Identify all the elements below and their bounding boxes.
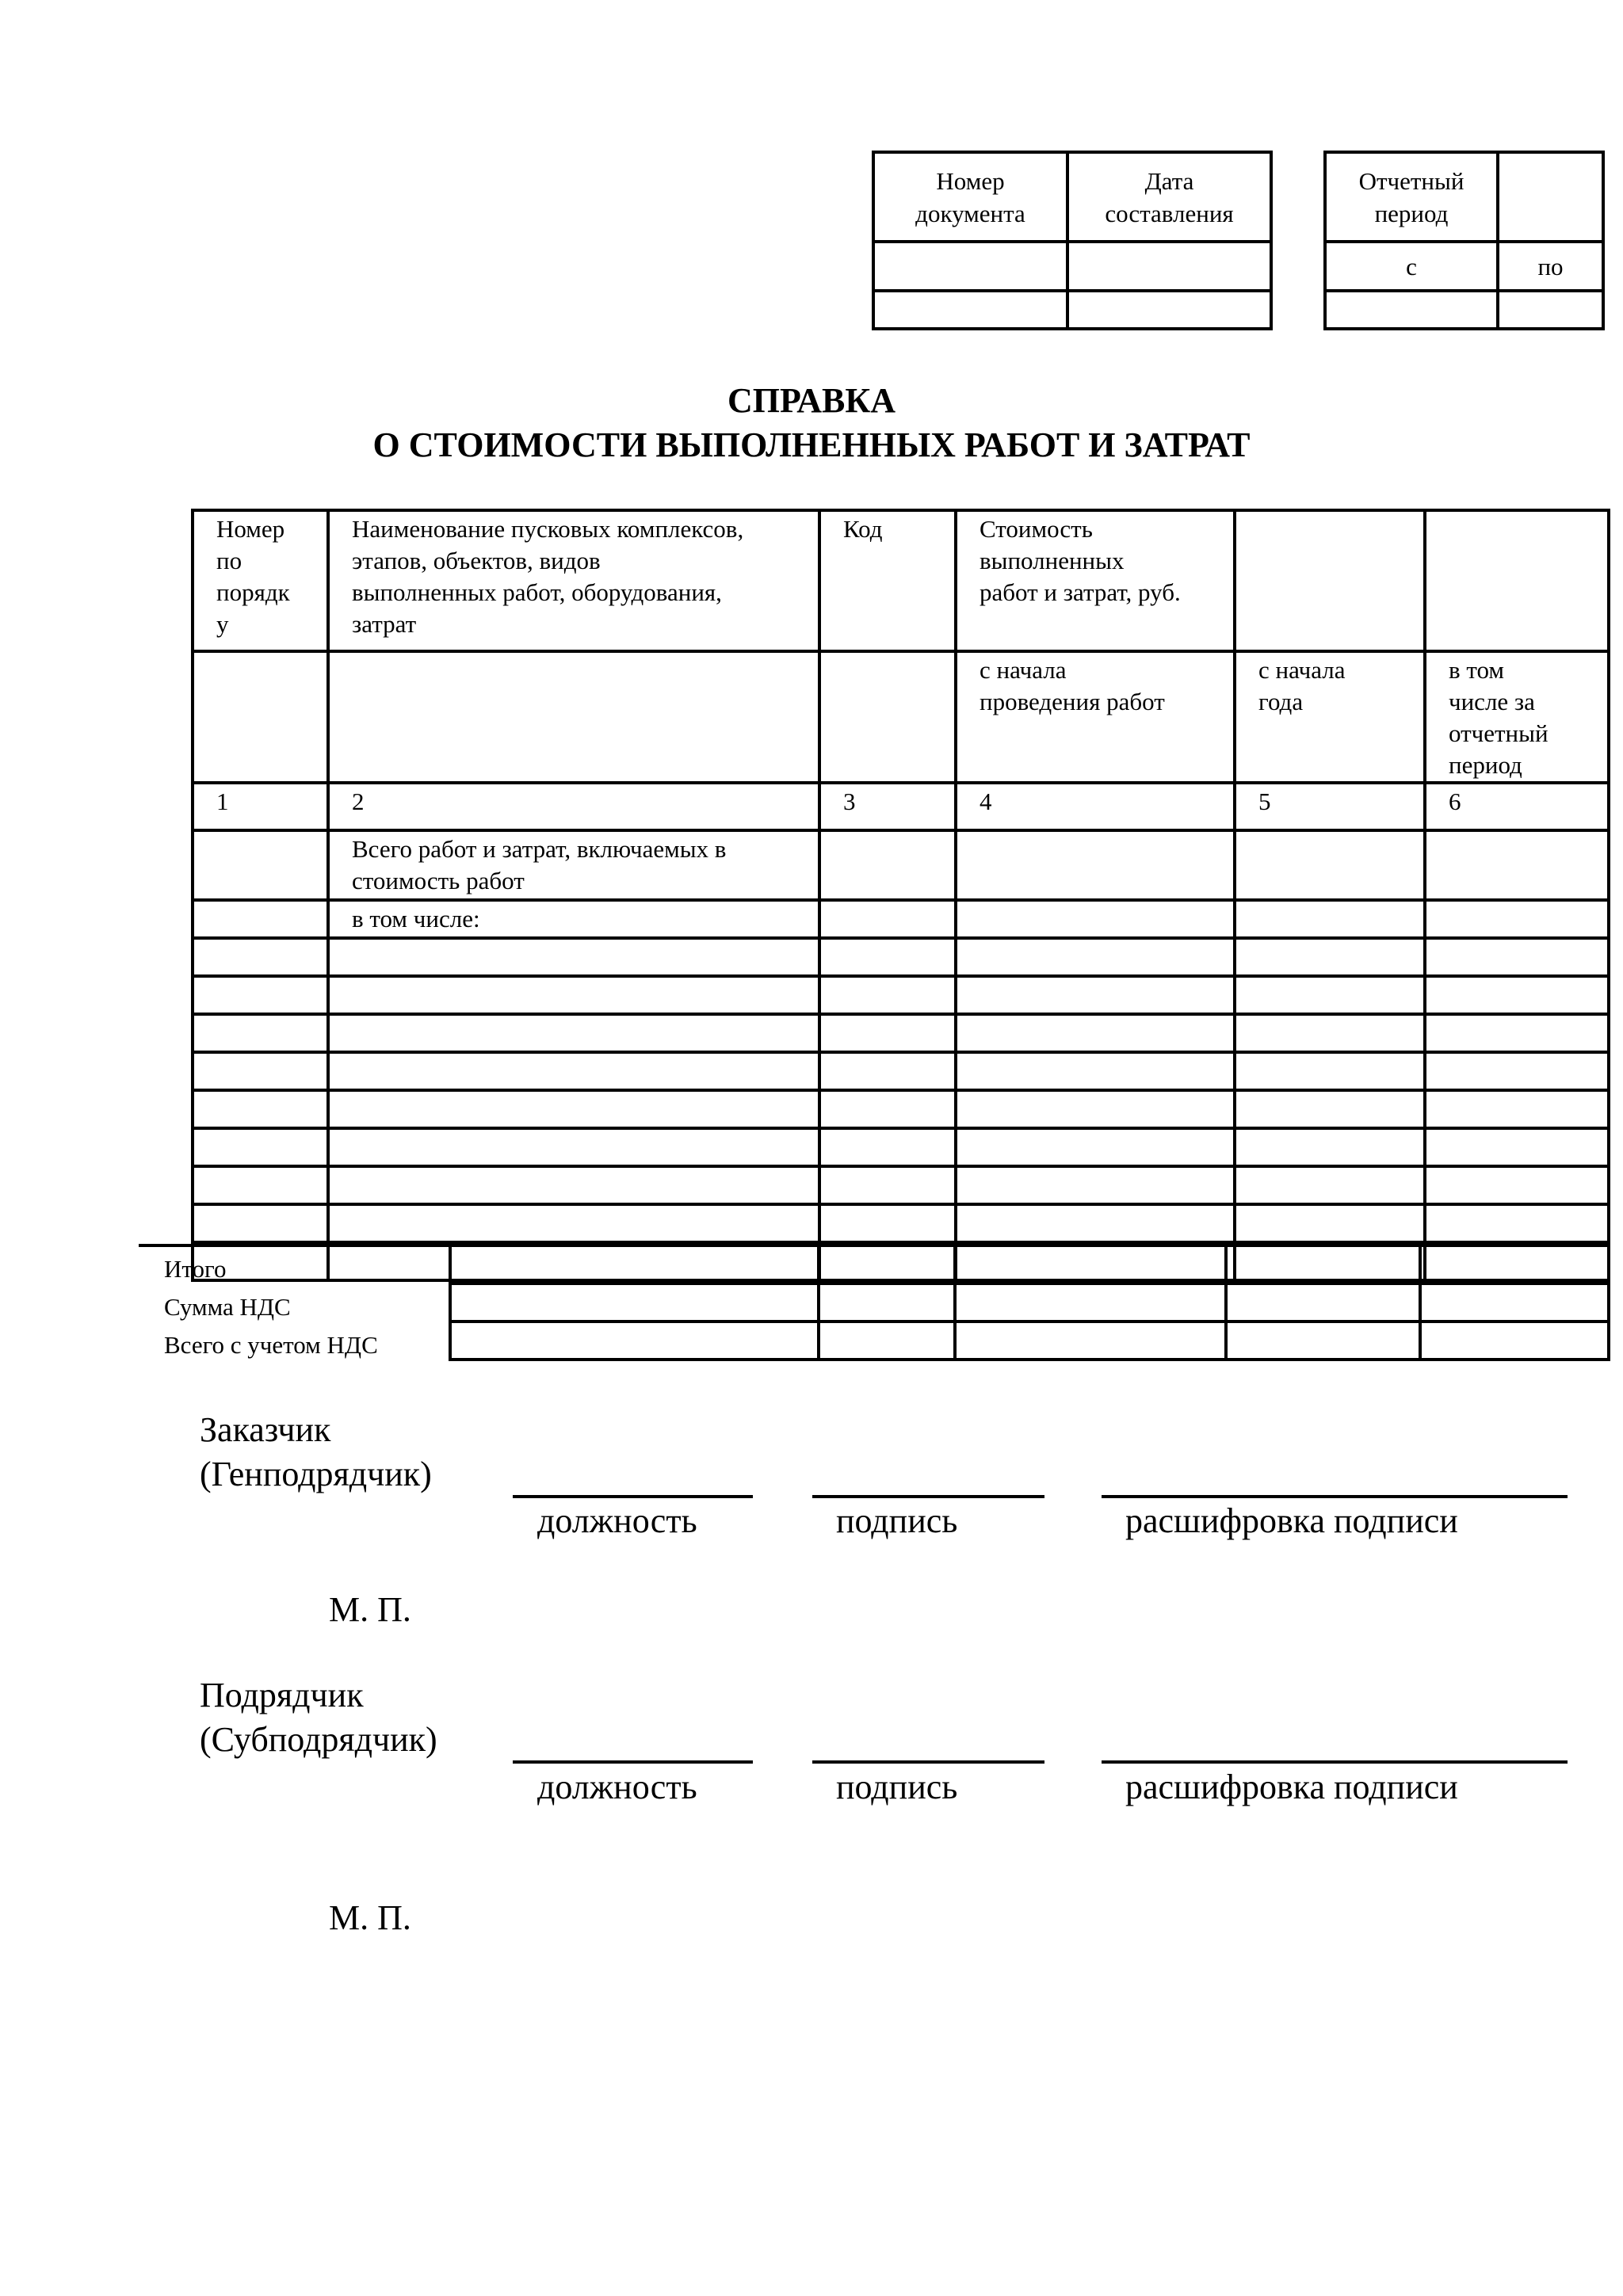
table-cell[interactable]	[328, 1014, 819, 1052]
table-cell[interactable]	[328, 938, 819, 976]
table-cell[interactable]	[193, 1128, 328, 1166]
itogo-row	[450, 1245, 1609, 1283]
col-number-1: 1	[193, 783, 328, 830]
table-cell[interactable]	[955, 1283, 1226, 1322]
header-blank-6	[1425, 510, 1609, 651]
table-cell[interactable]	[328, 1090, 819, 1128]
table-cell[interactable]	[1420, 1245, 1609, 1283]
table-cell[interactable]	[956, 1014, 1235, 1052]
table-cell[interactable]	[956, 900, 1235, 938]
contractor-decoding-caption: расшифровка подписи	[1125, 1768, 1458, 1806]
table-cell[interactable]	[956, 938, 1235, 976]
customer-position-line[interactable]	[513, 1495, 753, 1498]
period-from-label: с	[1325, 242, 1498, 291]
col-number-5: 5	[1235, 783, 1425, 830]
table-cell[interactable]	[193, 1090, 328, 1128]
table-cell[interactable]	[450, 1245, 819, 1283]
total-with-vat-row	[450, 1322, 1609, 1360]
table-row	[193, 1014, 1609, 1052]
table-cell[interactable]	[955, 1245, 1226, 1283]
table-cell[interactable]	[1425, 1052, 1609, 1090]
contractor-label: Подрядчик (Субподрядчик)	[200, 1676, 437, 1759]
subheader-period: в том числе за отчетный период	[1425, 651, 1609, 783]
subheader-since-year: с начала года	[1235, 651, 1425, 783]
table-cell[interactable]	[1425, 830, 1609, 900]
subheader-blank-3	[819, 651, 956, 783]
table-cell[interactable]	[819, 1204, 956, 1242]
period-to-field[interactable]	[1498, 291, 1603, 329]
vat-row	[450, 1283, 1609, 1322]
table-cell[interactable]	[328, 1128, 819, 1166]
table-cell[interactable]	[1235, 1014, 1425, 1052]
page-title	[0, 379, 1623, 467]
table-cell[interactable]	[956, 830, 1235, 900]
table-header-row	[193, 510, 1609, 651]
reporting-period-label: Отчетный период	[1325, 152, 1498, 242]
subheader-since-start: с начала проведения работ	[956, 651, 1235, 783]
table-cell[interactable]	[819, 1128, 956, 1166]
table-cell[interactable]	[819, 1090, 956, 1128]
table-cell[interactable]	[819, 1014, 956, 1052]
customer-signature-caption: подпись	[836, 1501, 958, 1540]
table-cell[interactable]	[819, 1052, 956, 1090]
customer-label: Заказчик (Генподрядчик)	[200, 1410, 432, 1493]
table-cell[interactable]	[1425, 1204, 1609, 1242]
table-row	[193, 1090, 1609, 1128]
table-cell[interactable]	[328, 976, 819, 1014]
table-cell[interactable]	[193, 830, 328, 900]
table-cell[interactable]	[955, 1322, 1226, 1360]
subheader-blank-1	[193, 651, 328, 783]
table-cell[interactable]	[956, 1052, 1235, 1090]
header-blank-5	[1235, 510, 1425, 651]
including-label: в том числе:	[328, 900, 819, 938]
document-number-field[interactable]	[873, 242, 1067, 291]
table-cell[interactable]	[328, 1166, 819, 1204]
table-cell[interactable]	[819, 976, 956, 1014]
table-cell[interactable]	[819, 938, 956, 976]
itogo-label: Итого	[164, 1255, 227, 1283]
table-cell[interactable]	[1235, 1090, 1425, 1128]
table-cell[interactable]	[328, 1052, 819, 1090]
table-cell[interactable]	[1420, 1283, 1609, 1322]
table-cell[interactable]	[956, 1128, 1235, 1166]
table-cell[interactable]	[1226, 1283, 1420, 1322]
table-cell[interactable]	[1425, 1090, 1609, 1128]
customer-decoding-line[interactable]	[1102, 1495, 1568, 1498]
table-cell[interactable]	[819, 1283, 955, 1322]
table-row	[193, 1052, 1609, 1090]
table-row	[193, 1128, 1609, 1166]
col-number-4: 4	[956, 783, 1235, 830]
contractor-signature-caption: подпись	[836, 1768, 958, 1806]
table-cell[interactable]	[956, 1204, 1235, 1242]
table-cell[interactable]	[1235, 900, 1425, 938]
table-cell[interactable]	[193, 938, 328, 976]
table-cell[interactable]	[1235, 1052, 1425, 1090]
document-number-date-table	[872, 151, 1273, 330]
table-cell[interactable]	[1425, 1014, 1609, 1052]
table-divider-line	[139, 1244, 452, 1247]
customer-signature-line[interactable]	[812, 1495, 1044, 1498]
totals-labels	[164, 1250, 378, 1364]
header-code: Код	[819, 510, 956, 651]
table-cell[interactable]	[1235, 1128, 1425, 1166]
contractor-position-line[interactable]	[513, 1760, 753, 1764]
table-row	[193, 1204, 1609, 1242]
works-cost-table	[191, 509, 1610, 1282]
table-cell[interactable]	[193, 1014, 328, 1052]
table-cell[interactable]	[1226, 1245, 1420, 1283]
table-cell[interactable]	[328, 1204, 819, 1242]
table-row	[193, 1166, 1609, 1204]
period-to-label: по	[1498, 242, 1603, 291]
document-date-field[interactable]	[1067, 242, 1271, 291]
title-line-1: СПРАВКА	[727, 381, 896, 420]
period-from-field[interactable]	[1325, 291, 1498, 329]
including-row	[193, 900, 1609, 938]
table-cell[interactable]	[956, 976, 1235, 1014]
totals-table	[449, 1244, 1610, 1361]
table-cell[interactable]	[1425, 1166, 1609, 1204]
table-cell[interactable]	[193, 1204, 328, 1242]
table-cell[interactable]	[1420, 1322, 1609, 1360]
table-cell[interactable]	[1235, 1204, 1425, 1242]
customer-decoding-caption: расшифровка подписи	[1125, 1501, 1458, 1540]
table-cell[interactable]	[819, 1166, 956, 1204]
contractor-stamp-label: М. П.	[329, 1898, 411, 1937]
document-date-label: Дата составления	[1067, 152, 1271, 242]
col-number-3: 3	[819, 783, 956, 830]
table-cell[interactable]	[956, 1166, 1235, 1204]
vat-label: Сумма НДС	[164, 1293, 291, 1321]
table-row	[193, 938, 1609, 976]
table-cell[interactable]	[193, 1052, 328, 1090]
subheader-blank-2	[328, 651, 819, 783]
contractor-signature-line[interactable]	[812, 1760, 1044, 1764]
table-cell[interactable]	[1425, 1128, 1609, 1166]
document-number-label: Номер документа	[873, 152, 1067, 242]
header-cost: Стоимость выполненных работ и затрат, руб.	[956, 510, 1235, 651]
table-cell[interactable]	[819, 1322, 955, 1360]
table-cell[interactable]	[1235, 1166, 1425, 1204]
col-number-6: 6	[1425, 783, 1609, 830]
table-cell[interactable]	[1235, 976, 1425, 1014]
reporting-period-table	[1323, 151, 1605, 330]
column-numbers-row	[193, 783, 1609, 830]
table-cell[interactable]	[1425, 976, 1609, 1014]
contractor-position-caption: должность	[537, 1768, 697, 1806]
header-number: Номер по порядк у	[193, 510, 328, 651]
customer-stamp-label: М. П.	[329, 1590, 411, 1629]
total-works-row	[193, 830, 1609, 900]
document-date-field-extra[interactable]	[1067, 291, 1271, 329]
table-cell[interactable]	[450, 1283, 819, 1322]
header-name: Наименование пусковых комплексов, этапов, объектов, видов выполненных работ, оборудования, затрат	[328, 510, 819, 651]
customer-position-caption: должность	[537, 1501, 697, 1540]
table-row	[193, 976, 1609, 1014]
total-with-vat-label: Всего с учетом НДС	[164, 1331, 378, 1359]
reporting-period-blank	[1498, 152, 1603, 242]
contractor-decoding-line[interactable]	[1102, 1760, 1568, 1764]
table-cell[interactable]	[193, 900, 328, 938]
document-number-field-extra[interactable]	[873, 291, 1067, 329]
table-subheader-row	[193, 651, 1609, 783]
table-cell[interactable]	[1226, 1322, 1420, 1360]
table-cell[interactable]	[450, 1322, 819, 1360]
table-cell[interactable]	[956, 1090, 1235, 1128]
col-number-2: 2	[328, 783, 819, 830]
table-cell[interactable]	[819, 900, 956, 938]
table-cell[interactable]	[193, 1166, 328, 1204]
table-cell[interactable]	[819, 830, 956, 900]
table-cell[interactable]	[819, 1245, 955, 1283]
table-cell[interactable]	[1235, 938, 1425, 976]
table-cell[interactable]	[1425, 938, 1609, 976]
title-line-2: О СТОИМОСТИ ВЫПОЛНЕННЫХ РАБОТ И ЗАТРАТ	[372, 425, 1251, 464]
total-works-label: Всего работ и затрат, включаемых в стоимость работ	[328, 830, 819, 900]
table-cell[interactable]	[1425, 900, 1609, 938]
table-cell[interactable]	[1235, 830, 1425, 900]
table-cell[interactable]	[193, 976, 328, 1014]
